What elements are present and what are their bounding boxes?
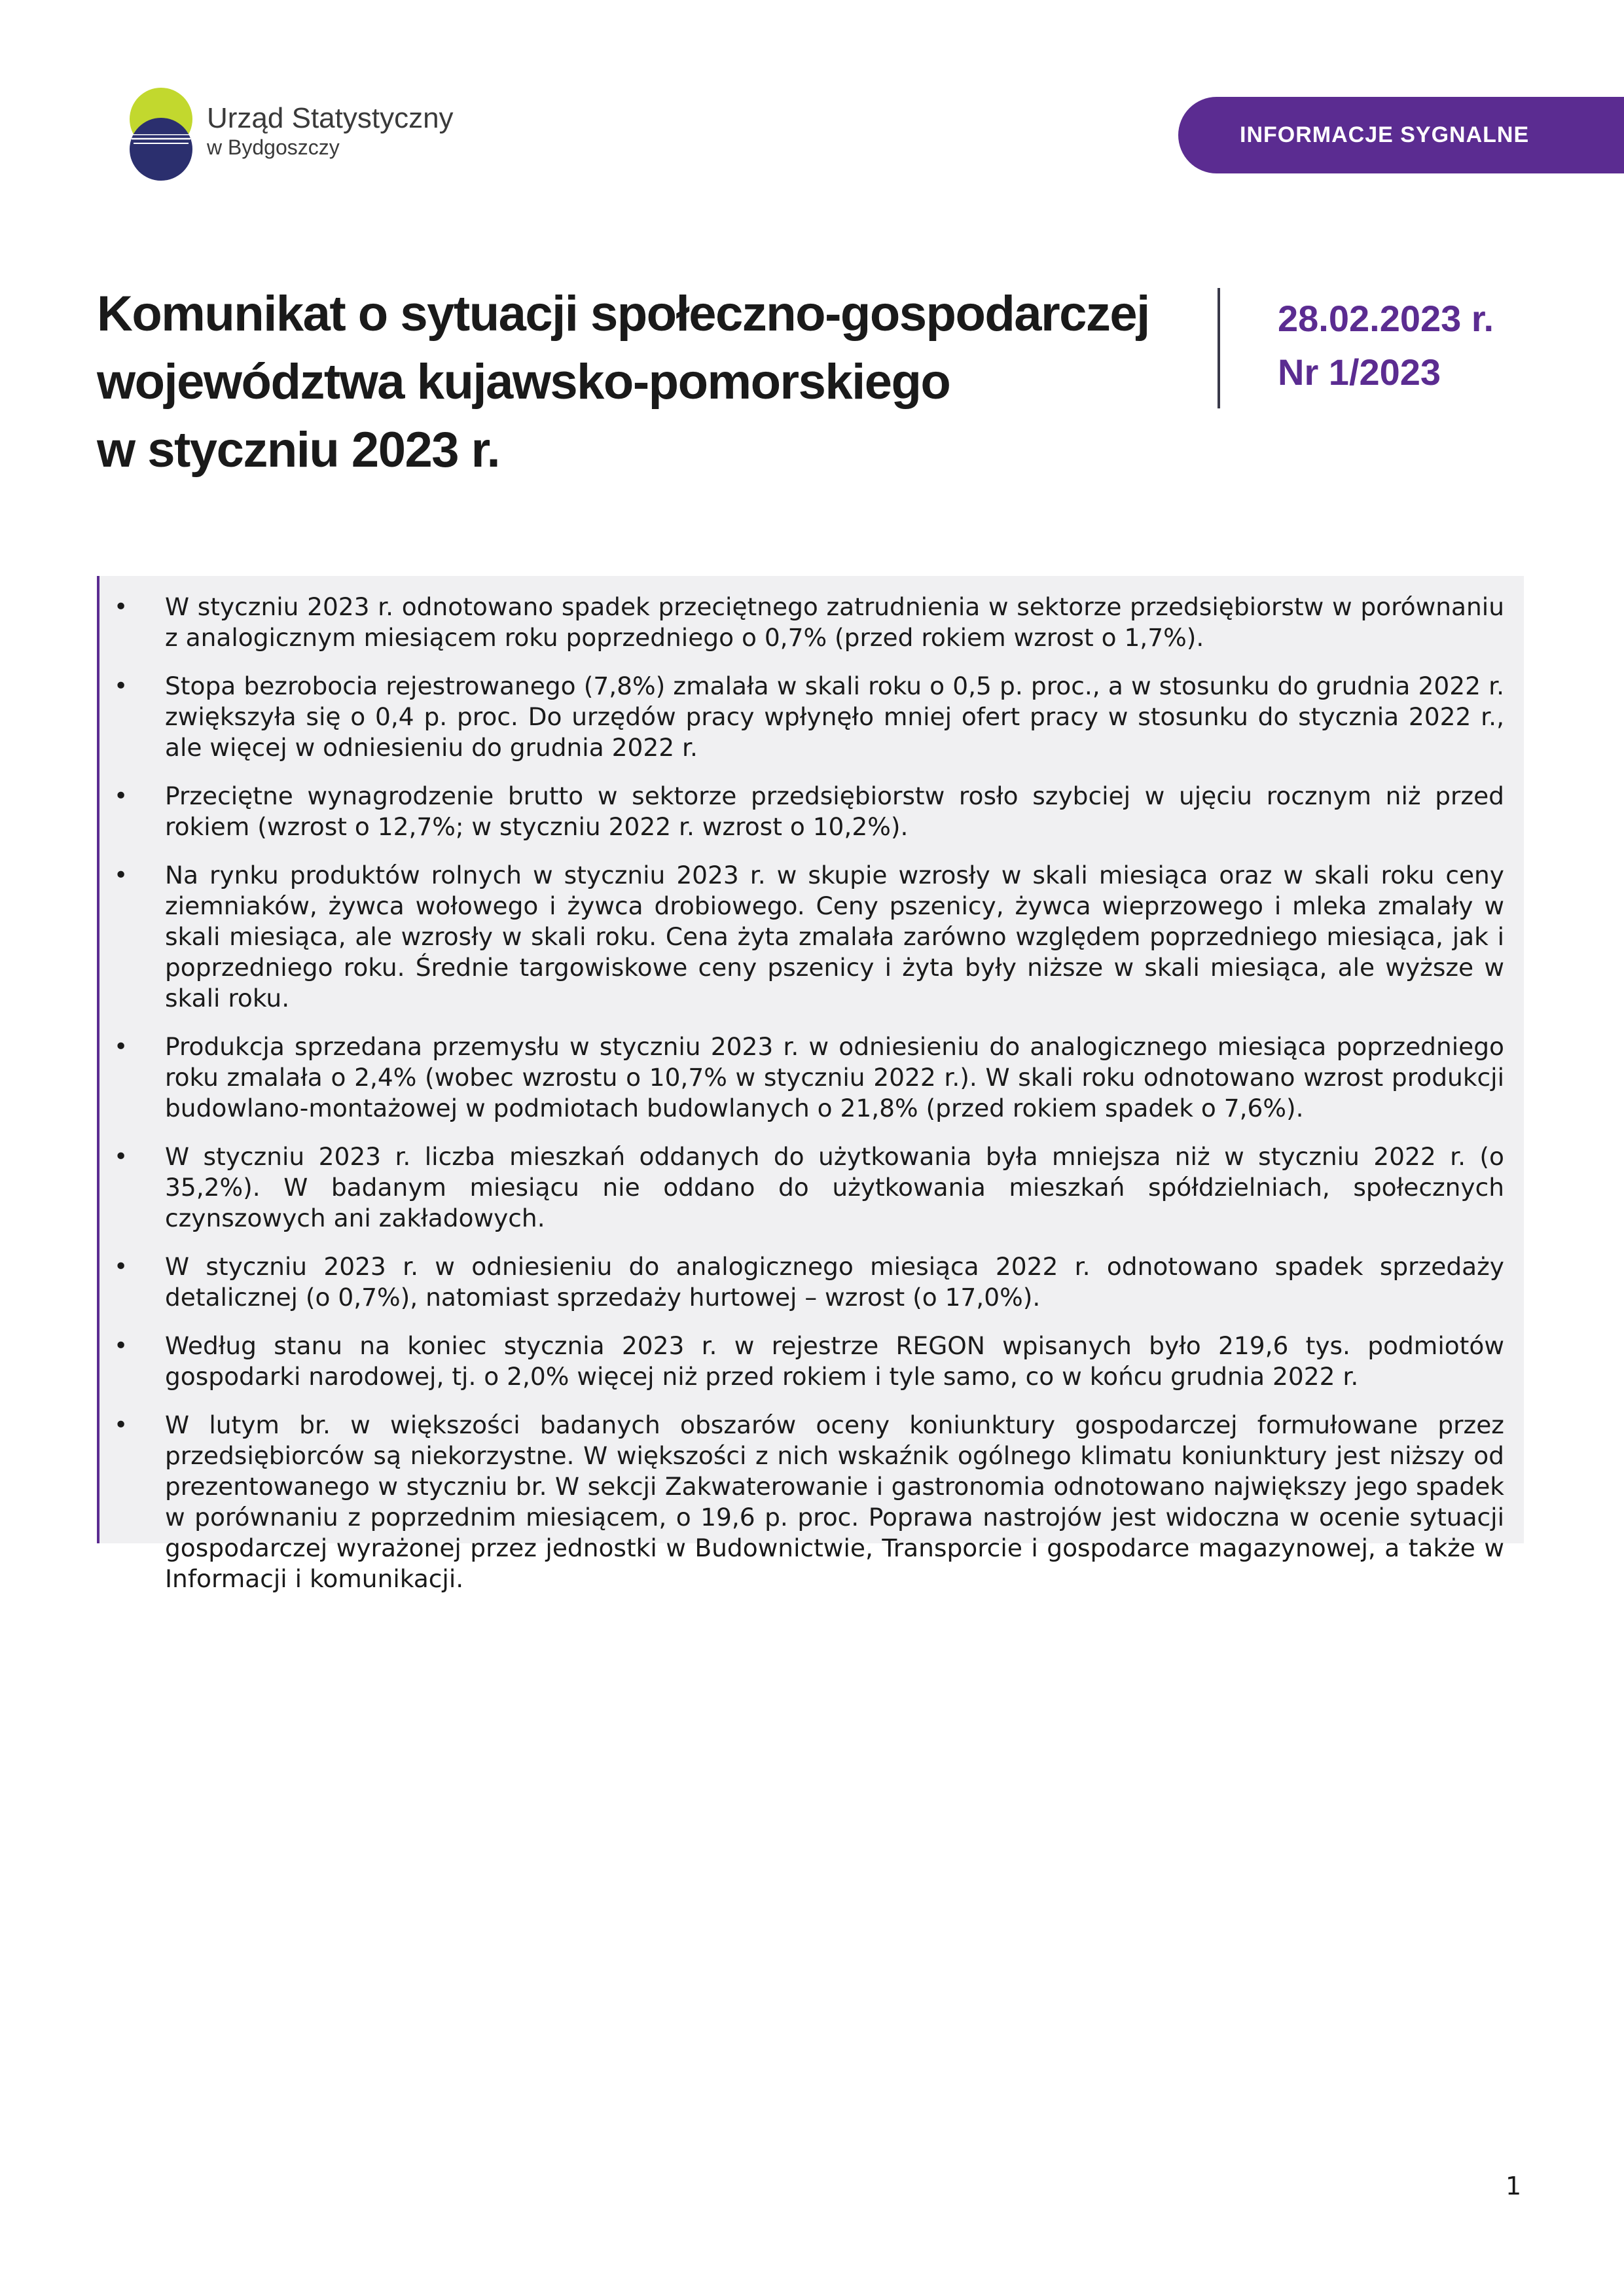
list-item-text: Stopa bezrobocia rejestrowanego (7,8%) zmalała w skali roku o 0,5 p. proc., a w stosunku do grudnia 2022 r. zwiększyła się o 0,4 p. proc. Do urzędów pracy wpłynęło mniej ofert pracy w stosunku do stycznia 2022 r., ale więcej w odniesieniu do grudnia 2022 r.: [165, 672, 1504, 762]
bullet-icon: •: [114, 1253, 128, 1280]
title-line: w styczniu 2023 r.: [97, 422, 500, 478]
page-number: 1: [1506, 2172, 1522, 2200]
list-item-text: Przeciętne wynagrodzenie brutto w sektorze przedsiębiorstw rosło szybciej w ujęciu rocznym niż przed rokiem (wzrost o 12,7%; w styczniu 2022 r. wzrost o 10,2%).: [165, 781, 1504, 841]
bullet-icon: •: [114, 594, 128, 620]
logo-text: [207, 102, 454, 160]
list-item: [99, 1031, 1504, 1124]
release-number: Nr 1/2023: [1278, 351, 1441, 393]
logo-institution-name: Urząd Statystyczny: [207, 101, 454, 134]
list-item-text: W styczniu 2023 r. w odniesieniu do analogicznego miesiąca 2022 r. odnotowano spadek sprzedaży detalicznej (o 0,7%), natomiast sprzedaży hurtowej – wzrost (o 17,0%).: [165, 1252, 1504, 1312]
list-item-text: W styczniu 2023 r. liczba mieszkań oddanych do użytkowania była mniejsza niż w styczniu 2022 r. (o 35,2%). W badanym miesiącu nie oddano do użytkowania mieszkań spółdzielniach, społecznych czynszowych ani zakładowych.: [165, 1142, 1504, 1232]
list-item: [99, 1410, 1504, 1594]
list-item-text: Na rynku produktów rolnych w styczniu 2023 r. w skupie wzrosły w skali miesiąca oraz w skali roku ceny ziemniaków, żywca wołowego i żywca drobiowego. Ceny pszenicy, żywca wieprzowego i mleka zmalały w skali miesiąca, ale wzrosły w skali roku. Cena żyta zmalała zarówno względem poprzedniego miesiąca, jak i poprzedniego roku. Średnie targowiskowe ceny pszenicy i żyta były niższe w skali miesiąca, ale wyższe w skali roku.: [165, 861, 1504, 1013]
list-item: [99, 1251, 1504, 1313]
title-line: Komunikat o sytuacji społeczno-gospodarczej: [97, 286, 1149, 342]
bullet-icon: •: [114, 1412, 128, 1439]
list-item: [99, 1331, 1504, 1392]
list-item: [99, 671, 1504, 763]
bullet-icon: •: [114, 1333, 128, 1359]
title-line: województwa kujawsko-pomorskiego: [97, 354, 950, 410]
bullet-icon: •: [114, 862, 128, 889]
list-item-text: Według stanu na koniec stycznia 2023 r. w rejestrze REGON wpisanych było 219,6 tys. podmiotów gospodarki narodowej, tj. o 2,0% więcej niż przed rokiem i tyle samo, co w końcu grudnia 2022 r.: [165, 1331, 1504, 1391]
list-item-text: W lutym br. w większości badanych obszarów oceny koniunktury gospodarczej formułowane przez przedsiębiorców są niekorzystne. W większości z nich wskaźnik ogólnego klimatu koniunktury jest niższy od prezentowanego w styczniu br. W sekcji Zakwaterowanie i gastronomia odnotowano największy jego spadek w porównaniu z poprzednim miesiącem, o 19,6 p. proc. Poprawa nastrojów jest widoczna w ocenie sytuacji gospodarczej wyrażonej przez jednostki w Budownictwie, Transporcie i gospodarce magazynowej, a także w Informacji i komunikacji.: [165, 1410, 1504, 1593]
list-item: [99, 1141, 1504, 1234]
bullet-icon: •: [114, 673, 128, 700]
list-item-text: W styczniu 2023 r. odnotowano spadek przeciętnego zatrudnienia w sektorze przedsiębiorstw w porównaniu z analogicznym miesiącem roku poprzedniego o 0,7% (przed rokiem wzrost o 1,7%).: [165, 592, 1504, 652]
divider: [1218, 288, 1220, 408]
summary-box: [97, 576, 1524, 1593]
page-title: [97, 280, 1170, 484]
release-date: 28.02.2023 r.: [1278, 298, 1494, 339]
list-item-text: Produkcja sprzedana przemysłu w styczniu 2023 r. w odniesieniu do analogicznego miesiąca poprzedniego roku zmalała o 2,4% (wobec wzrostu o 10,7% w styczniu 2022 r.). W skali roku odnotowano wzrost produkcji budowlano-montażowej w podmiotach budowlanych o 21,8% (przed rokiem spadek o 7,6%).: [165, 1032, 1504, 1122]
logo: [128, 86, 454, 182]
publication-type-tag: INFORMACJE SYGNALNE: [1178, 97, 1624, 173]
logo-city: w Bydgoszczy: [207, 135, 340, 160]
bullet-icon: •: [114, 783, 128, 810]
summary-list: [99, 592, 1504, 1594]
list-item: [99, 781, 1504, 842]
list-item: [99, 592, 1504, 653]
bullet-icon: •: [114, 1033, 128, 1060]
release-meta: [1278, 292, 1494, 399]
bullet-icon: •: [114, 1143, 128, 1170]
list-item: [99, 860, 1504, 1014]
logo-emblem-icon: [128, 86, 194, 182]
